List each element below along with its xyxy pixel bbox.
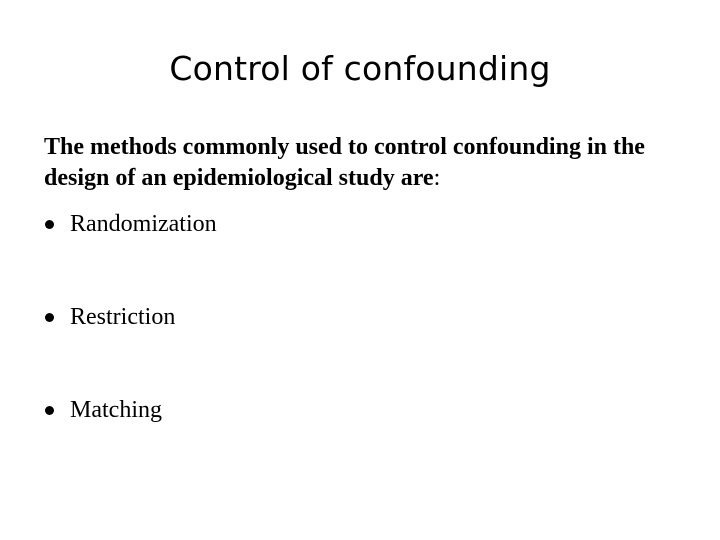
bullet-icon	[45, 406, 54, 415]
list-item-label: Matching	[70, 397, 162, 423]
list-item	[44, 393, 217, 427]
slide-title: Control of confounding	[169, 49, 551, 88]
bullet-icon	[45, 220, 54, 229]
intro-paragraph	[44, 132, 689, 194]
intro-colon: :	[433, 165, 441, 191]
list-item	[44, 207, 217, 241]
list-item-label: Randomization	[70, 211, 217, 237]
bullet-icon	[45, 313, 54, 322]
list-item-label: Restriction	[70, 304, 176, 330]
intro-text: The methods commonly used to control confounding in the design of an epidemiological study are	[44, 134, 645, 191]
list-item	[44, 300, 217, 334]
method-list	[44, 207, 217, 486]
